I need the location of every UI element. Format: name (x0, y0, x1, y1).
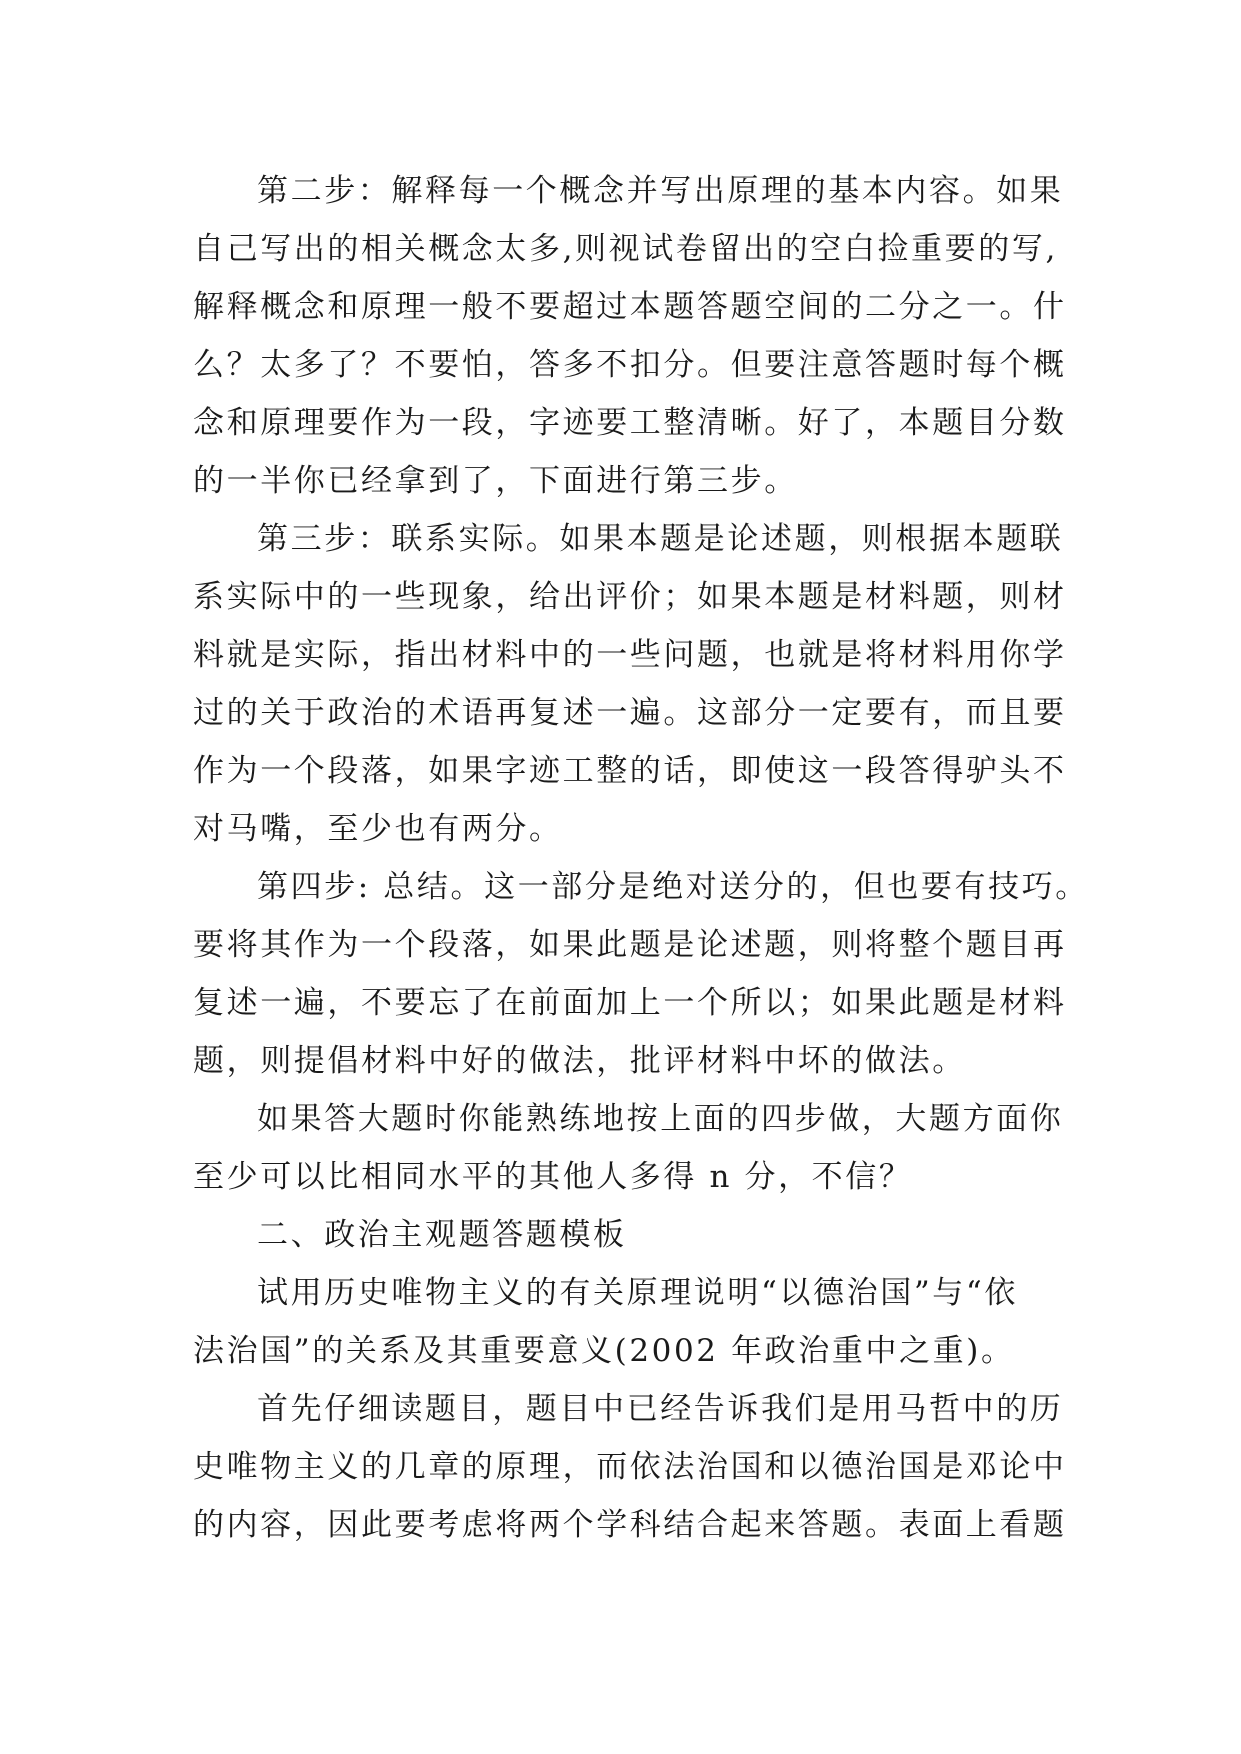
text-line: 的内容，因此要考虑将两个学科结合起来答题。表面上看题 (193, 1507, 1067, 1543)
text-line: 自己写出的相关概念太多,则视试卷留出的空白捡重要的写, (193, 231, 1058, 267)
text-line: 念和原理要作为一段，字迹要工整清晰。好了，本题目分数 (193, 405, 1067, 441)
text-line: 题，则提倡材料中好的做法，批评材料中坏的做法。 (193, 1043, 966, 1079)
text-line: 系实际中的一些现象，给出评价；如果本题是材料题，则材 (193, 579, 1067, 615)
paragraph-step-three (193, 510, 1067, 858)
text-line: 料就是实际，指出材料中的一些问题，也就是将材料用你学 (193, 637, 1067, 673)
document-body (193, 162, 1089, 1554)
text-line: 首先仔细读题目，题目中已经告诉我们是用马哲中的历 (257, 1391, 1064, 1427)
section-title: 二、政治主观题答题模板 (257, 1217, 627, 1253)
text-line: 第四步: 总结。这一部分是绝对送分的，但也要有技巧。 (257, 869, 1089, 905)
text-line: 试用历史唯物主义的有关原理说明“以德治国”与“依 (257, 1275, 1018, 1311)
section-heading (193, 1206, 1053, 1264)
paragraph-question (193, 1264, 1053, 1380)
paragraph-conclusion (193, 1090, 1064, 1206)
text-line: 如果答大题时你能熟练地按上面的四步做，大题方面你 (257, 1101, 1064, 1137)
paragraph-step-four (193, 858, 1089, 1090)
text-line: 对马嘴，至少也有两分。 (193, 811, 563, 847)
text-line: 复述一遍，不要忘了在前面加上一个所以；如果此题是材料 (193, 985, 1067, 1021)
paragraph-step-two (193, 162, 1067, 510)
text-line: 么？太多了？不要怕，答多不扣分。但要注意答题时每个概 (193, 347, 1067, 383)
text-line: 的一半你已经拿到了，下面进行第三步。 (193, 463, 798, 499)
text-line: 法治国”的关系及其重要意义(2002 年政治重中之重)。 (193, 1333, 1015, 1369)
text-line: 解释概念和原理一般不要超过本题答题空间的二分之一。什 (193, 289, 1067, 325)
text-line: 至少可以比相同水平的其他人多得 n 分，不信？ (193, 1159, 913, 1195)
paragraph-analysis (193, 1380, 1067, 1554)
text-line: 史唯物主义的几章的原理，而依法治国和以德治国是邓论中 (193, 1449, 1067, 1485)
text-line: 第三步：联系实际。如果本题是论述题，则根据本题联 (257, 521, 1064, 557)
text-line: 要将其作为一个段落，如果此题是论述题，则将整个题目再 (193, 927, 1067, 963)
text-line: 第二步：解释每一个概念并写出原理的基本内容。如果 (257, 173, 1064, 209)
text-line: 过的关于政治的术语再复述一遍。这部分一定要有，而且要 (193, 695, 1067, 731)
text-line: 作为一个段落，如果字迹工整的话，即使这一段答得驴头不 (193, 753, 1067, 789)
